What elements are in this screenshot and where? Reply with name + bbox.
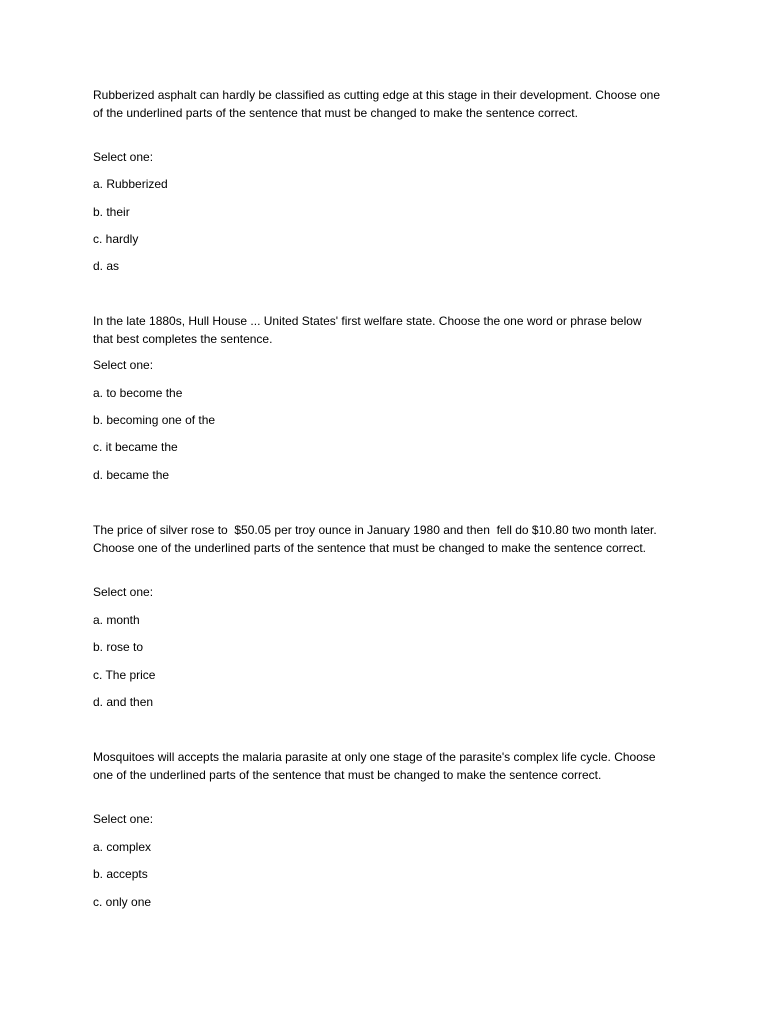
question-2-stem: In the late 1880s, Hull House ... United States' first welfare state. Choose the one word or phrase below that best completes the sentence. xyxy=(93,314,645,346)
question-2-option-c[interactable]: c. it became the xyxy=(93,440,178,454)
question-4-stem: Mosquitoes will accepts the malaria parasite at only one stage of the parasite's complex life cycle. Choose one of the underlined parts of the sentence that must be changed to make the sentence correct. xyxy=(93,750,659,782)
question-4 xyxy=(93,749,663,909)
question-3-select-label: Select one: xyxy=(93,585,154,599)
question-3-option-a[interactable]: a. month xyxy=(93,613,140,627)
question-2-option-d[interactable]: d. became the xyxy=(93,468,170,482)
question-2 xyxy=(93,313,663,482)
question-1-stem: Rubberized asphalt can hardly be classified as cutting edge at this stage in their development. Choose one of the underlined parts of the sentence that must be changed to make the sentence correct. xyxy=(93,88,664,120)
question-3 xyxy=(93,522,663,709)
question-1-select-label: Select one: xyxy=(93,150,154,164)
question-3-option-c[interactable]: c. The price xyxy=(93,668,156,682)
question-2-option-a[interactable]: a. to become the xyxy=(93,386,183,400)
question-4-option-b[interactable]: b. accepts xyxy=(93,867,148,881)
question-4-option-c[interactable]: c. only one xyxy=(93,895,152,909)
question-1-option-b[interactable]: b. their xyxy=(93,205,130,219)
question-3-option-d[interactable]: d. and then xyxy=(93,695,154,709)
question-1-option-c[interactable]: c. hardly xyxy=(93,232,139,246)
question-2-option-b[interactable]: b. becoming one of the xyxy=(93,413,216,427)
question-4-select-label: Select one: xyxy=(93,812,154,826)
question-3-stem: The price of silver rose to $50.05 per troy ounce in January 1980 and then fell do $10.80 two month later. Choose one of the underlined parts of the sentence that must be changed to make the sentence correct. xyxy=(93,523,661,555)
question-2-select-label: Select one: xyxy=(93,358,154,372)
question-1-option-a[interactable]: a. Rubberized xyxy=(93,177,168,191)
question-4-option-a[interactable]: a. complex xyxy=(93,840,152,854)
question-1 xyxy=(93,87,664,273)
question-3-option-b[interactable]: b. rose to xyxy=(93,640,144,654)
question-1-option-d[interactable]: d. as xyxy=(93,259,120,273)
